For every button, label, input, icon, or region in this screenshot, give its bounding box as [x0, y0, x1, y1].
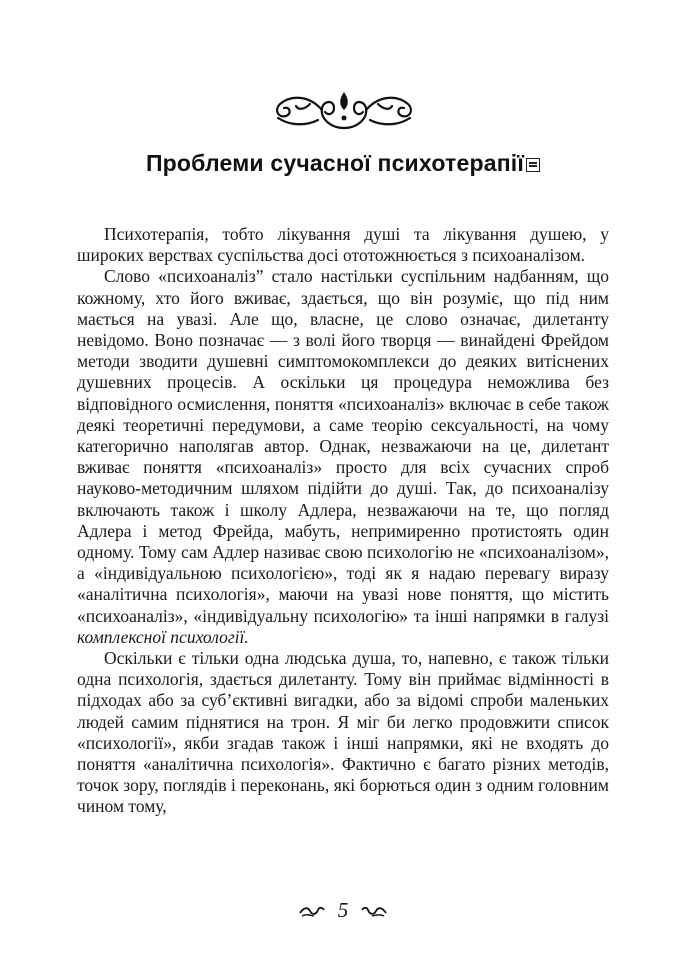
paragraph-3: Оскільки є тільки одна людська душа, то, напевно, є також тільки одна психологія, здається дилетанту. Тому він приймає відмінності в підходах або за суб’єктивні вигадки, або за відомі спроби маленьких людей самим піднятися на трон. Я міг би легко продовжити список «психології», якби згадав також і інші напрямки, які не входять до поняття «аналітична психологія». Фактично є багато різних методів, точок зору, поглядів і переконань, які борються один з одним головним чином тому,	[77, 648, 609, 817]
page-number: 5	[337, 898, 349, 922]
left-swirl-icon	[298, 904, 326, 918]
paragraph-2	[77, 266, 609, 648]
right-swirl-icon	[360, 904, 388, 918]
paragraph-1: Психотерапія, тобто лікування душі та лікування душею, у широких верствах суспільства досі ототожнюється з психоаналізом.	[77, 224, 609, 266]
page-footer	[0, 898, 686, 923]
chapter-title	[0, 150, 686, 177]
paragraph-2-text: Слово «психоаналіз” стало настільки суспільним надбанням, що кожному, хто його вживає, здається, що він розуміє, що під ним мається на увазі. Але що, власне, це слово означає, дилетанту невідомо. Воно позначає — з волі його творця — винайдені Фрейдом методи зводити душевні симптомокомплекси до деяких витіснених душевних процесів. А оскільки ця процедура неможлива без відповідного осмислення, поняття «психоаналіз» включає в себе також деякі теоретичні передумови, а саме теорію сексуальності, на чому категорично наполягав автор. Однак, незважаючи на це, дилетант вживає поняття «психоаналіз» просто для всіх сучасних спроб науково-методичним шляхом підійти до душі. Так, до психоаналізу включають також і школу Адлера, незважаючи на те, що погляд Адлера і метод Фрейда, мабуть, непримиренно протистоять один одному. Тому сам Адлер називає свою психологію не «психоаналізом», а «індивідуальною психологією», тоді як я надаю перевагу виразу «аналітична психологія», маючи на увазі нове поняття, що містить «психоаналіз», «індивідуальну психологію» та інші напрямки в галузі	[77, 266, 609, 626]
paragraph-2-italic: комплексної психології.	[77, 626, 249, 647]
footnote-icon	[526, 158, 540, 172]
body-text	[77, 224, 609, 818]
chapter-title-text: Проблеми сучасної психотерапії	[145, 150, 525, 176]
header-ornament	[270, 88, 418, 134]
